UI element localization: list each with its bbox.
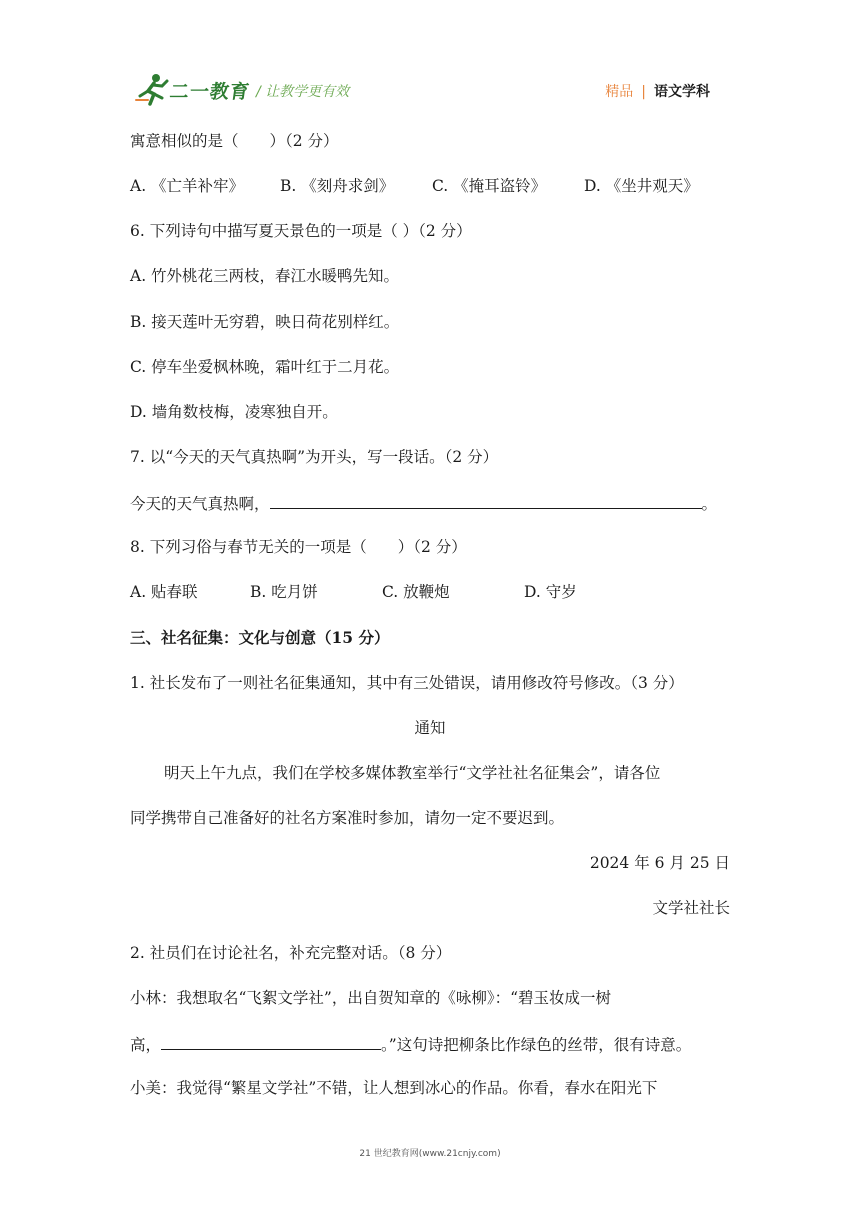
- xiaolin-line-2-prefix: 高，: [130, 1036, 162, 1054]
- notice-body-line-1: 明天上午九点，我们在学校多媒体教室举行“文学社社名征集会”，请各位: [164, 764, 661, 782]
- q5-option-c: C. 《掩耳盗铃》: [432, 177, 547, 195]
- q8-option-d: D. 守岁: [524, 583, 577, 601]
- q5-option-d: D. 《坐井观天》: [584, 177, 699, 195]
- dialogue-xiaolin-line-2: [130, 1031, 691, 1055]
- dialogue-xiaolin-line-1: 小林：我想取名“飞絮文学社”，出自贺知章的《咏柳》：“碧玉妆成一树: [130, 989, 612, 1007]
- subject-name: 语文学科: [654, 84, 710, 100]
- subject-label: [605, 81, 710, 101]
- q6-option-c: C. 停车坐爱枫林晚，霜叶红于二月花。: [130, 358, 400, 376]
- q8-option-a: A. 贴春联: [130, 583, 198, 601]
- section-3-title: 三、社名征集：文化与创意（15 分）: [130, 628, 390, 647]
- q5-option-b: B. 《刻舟求剑》: [280, 177, 395, 195]
- q8-option-b: B. 吃月饼: [250, 583, 318, 601]
- q6-option-b: B. 接天莲叶无穷碧，映日荷花别样红。: [130, 313, 400, 331]
- notice-date: 2024 年 6 月 25 日: [589, 854, 730, 872]
- q6-option-d: D. 墙角数枝梅，凌寒独自开。: [130, 403, 338, 421]
- poem-answer-blank[interactable]: [161, 1031, 381, 1050]
- s3-q1-stem: 1. 社长发布了一则社名征集通知，其中有三处错误，请用修改符号修改。（3 分）: [130, 674, 684, 692]
- q7-answer-prefix: 今天的天气真热啊，: [130, 495, 270, 513]
- page-footer: 21 世纪教育网(www.21cnjy.com): [359, 1149, 501, 1159]
- notice-signer: 文学社社长: [652, 899, 730, 917]
- notice-body-line-2: 同学携带自己准备好的社名方案准时参加，请勿一定不要迟到。: [130, 809, 565, 827]
- q7-answer-line: [130, 490, 717, 514]
- q5-option-a: A. 《亡羊补牢》: [130, 177, 245, 195]
- runner-logo-icon: [134, 72, 170, 106]
- q7-answer-end: 。: [701, 495, 718, 513]
- q8-stem: 8. 下列习俗与春节无关的一项是（ ）（2 分）: [130, 538, 467, 556]
- s3-q2-stem: 2. 社员们在讨论社名，补充完整对话。（8 分）: [130, 944, 452, 962]
- page-header: [130, 72, 730, 108]
- q6-stem: 6. 下列诗句中描写夏天景色的一项是（ ）（2 分）: [130, 222, 472, 240]
- brand-slogan: / 让教学更有效: [256, 84, 350, 100]
- q6-option-a: A. 竹外桃花三两枝，春江水暖鸭先知。: [130, 267, 400, 285]
- quality-badge: 精品: [605, 84, 634, 100]
- q7-stem: 7. 以“今天的天气真热啊”为开头，写一段话。（2 分）: [130, 448, 499, 466]
- dialogue-xiaomei-line-1: 小美：我觉得“繁星文学社”不错，让人想到冰心的作品。你看，春水在阳光下: [130, 1079, 658, 1097]
- xiaolin-line-2-suffix: 。”这句诗把柳条比作绿色的丝带，很有诗意。: [381, 1036, 692, 1054]
- q8-option-c: C. 放鞭炮: [382, 583, 450, 601]
- q7-answer-blank[interactable]: [270, 490, 702, 509]
- notice-title: 通知: [414, 719, 446, 737]
- brand-logo-text: 二一教育: [168, 81, 252, 103]
- q5-stem-tail: 寓意相似的是（ ）（2 分）: [130, 132, 339, 150]
- header-separator: |: [641, 84, 646, 100]
